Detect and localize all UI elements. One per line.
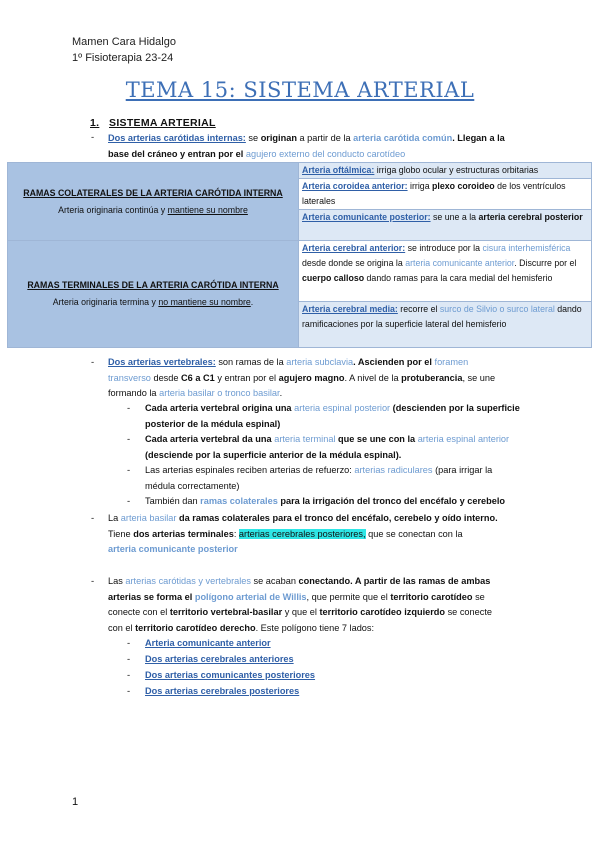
section-label: SISTEMA ARTERIAL: [109, 117, 216, 129]
dash-bullet: -: [127, 403, 131, 414]
colaterales-header-cell: [8, 163, 299, 241]
table-row: Arteria cerebral anterior: se introduce por la cisura interhemisférica desde donde se origina la arteria comunicante anterior. Discurre por el cuerpo calloso dando ramas para la cara medial del hemisferio: [299, 241, 592, 302]
dash-bullet: -: [91, 132, 95, 143]
vertebral-sub-item: También dan ramas colaterales para la irrigación del tronco del encéfalo y cerebelo: [145, 496, 506, 506]
section-number: 1.: [90, 117, 100, 129]
vertebral-sub-item: Cada arteria vertebral da una arteria terminal que se une con la arteria espinal anterior (desciende por la superficie anterior de la médula espinal).: [145, 434, 510, 460]
willis-side-item[interactable]: Arteria comunicante anterior: [145, 638, 271, 648]
basilar-paragraph: La arteria basilar da ramas colaterales para el tronco del encéfalo, cerebelo y oído interno. Tiene dos arterias terminales: arterias cerebrales posteriores, que se conectan con la arteria comunicante posterior: [108, 513, 498, 554]
vertebral-sub-item: Las arterias espinales reciben arterias de refuerzo: arterias radiculares (para irrigar la médula correctamente): [145, 465, 493, 491]
dash-bullet: -: [127, 670, 131, 681]
branches-table: [7, 162, 592, 348]
dash-bullet: -: [91, 357, 95, 368]
terminales-subtitle: Arteria originaria termina y no mantiene su nombre.: [52, 297, 254, 307]
table-row: Arteria oftálmica: irriga globo ocular y estructuras orbitarias: [299, 163, 592, 179]
dash-bullet: -: [91, 513, 95, 524]
table-row: Arteria cerebral media: recorre el surco de Silvio o surco lateral dando ramificaciones por la superficie lateral del hemisferio: [299, 302, 592, 348]
dash-bullet: -: [127, 496, 131, 507]
willis-side-item[interactable]: Dos arterias cerebrales anteriores: [145, 654, 294, 664]
willis-paragraph: Las arterias carótidas y vertebrales se acaban conectando. A partir de las ramas de ambas arterias se forma el polígono arterial de Willis, que permite que el territorio carotídeo se conecte con el territorio vertebral-basilar y que el territorio carotídeo izquierdo se conecte con el territorio carotídeo derecho. Este polígono tiene 7 lados:: [108, 576, 493, 633]
page-number: 1: [72, 796, 79, 808]
intro-carotida-comun: arteria carótida común: [353, 133, 453, 143]
course-label: 1º Fisioterapia 23-24: [72, 52, 174, 64]
colaterales-title: RAMAS COLATERALES DE LA ARTERIA CARÓTIDA INTERNA: [23, 187, 283, 198]
page-title: TEMA 15: SISTEMA ARTERIAL: [125, 78, 475, 102]
dash-bullet: -: [127, 654, 131, 665]
intro-term: Dos arterias carótidas internas:: [108, 133, 246, 143]
section-heading: [90, 117, 216, 129]
intro-paragraph: Dos arterias carótidas internas: se originan a partir de la arteria carótida común. Llegan a la base del cráneo y entran por el agujero externo del conducto carotídeo: [108, 133, 505, 159]
willis-side-item[interactable]: Dos arterias cerebrales posteriores: [145, 686, 300, 696]
author-name: Mamen Cara Hidalgo: [72, 36, 176, 48]
dash-bullet: -: [127, 686, 131, 697]
dash-bullet: -: [127, 465, 131, 476]
dash-bullet: -: [127, 434, 131, 445]
dash-bullet: -: [91, 576, 95, 587]
vertebral-paragraph: Dos arterias vertebrales: son ramas de la arteria subclavia. Ascienden por el foramen transverso desde C6 a C1 y entran por el agujero magno. A nivel de la protuberancia, se une formando la arteria basilar o tronco basilar.: [108, 357, 496, 398]
vertebral-sub-item: Cada arteria vertebral origina una arteria espinal posterior (descienden por la superficie posterior de la médula espinal): [145, 403, 520, 429]
highlighted-term: arterias cerebrales posteriores,: [238, 528, 366, 539]
terminales-header-cell: [8, 241, 299, 348]
table-row: Arteria coroidea anterior: irriga plexo coroideo de los ventrículos laterales: [299, 179, 592, 210]
willis-side-item[interactable]: Dos arterias comunicantes posteriores: [145, 670, 316, 680]
dash-bullet: -: [127, 638, 131, 649]
intro-agujero: agujero externo del conducto carotídeo: [245, 148, 406, 159]
table-row: Arteria comunicante posterior: se une a la arteria cerebral posterior: [299, 210, 592, 241]
terminales-title: RAMAS TERMINALES DE LA ARTERIA CARÓTIDA INTERNA: [27, 280, 279, 290]
colaterales-subtitle: Arteria originaria continúa y mantiene su nombre: [58, 204, 248, 215]
